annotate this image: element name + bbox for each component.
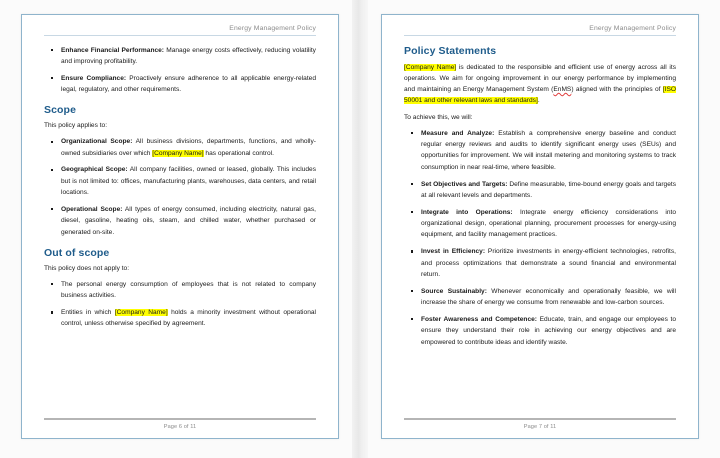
bullet-text: All company facilities, owned or leased, globally. This includes but is not limited to: offices, manufacturing plants, warehouses, data centers, and retail locations. bbox=[61, 166, 316, 197]
highlighted-placeholder: [Company Name] bbox=[114, 309, 168, 317]
bullet-text: Proactively ensure adherence to all applicable energy-related legal, regulatory, and other requirements. bbox=[61, 74, 316, 93]
highlighted-placeholder: [Company Name] bbox=[152, 149, 204, 157]
bullet-text: All business divisions, departments, functions, and wholly-owned subsidiaries over which bbox=[61, 138, 316, 157]
policy-statements-heading: Policy Statements bbox=[404, 44, 497, 57]
list-item bbox=[419, 179, 676, 202]
bullet-text: The personal energy consumption of employees that is not related to company business activities. bbox=[61, 280, 316, 300]
page-number-right: Page 7 of 11 bbox=[523, 424, 557, 430]
page-header-right: Energy Management Policy bbox=[404, 25, 676, 36]
bullet-text: Define measurable, time-bound energy goals and targets at all relevant levels and departments. bbox=[421, 180, 676, 199]
bullet-lead: Foster Awareness and Competence: bbox=[421, 315, 537, 323]
list-item bbox=[59, 279, 316, 302]
scope-heading: Scope bbox=[44, 104, 77, 117]
bullet-lead: Source Sustainably: bbox=[421, 287, 487, 295]
list-item bbox=[59, 204, 316, 238]
spellcheck-word: EnMS bbox=[553, 86, 572, 94]
bullet-text: Whenever economically and operationally feasible, we will increase the share of energy we consume from renewable and low-carbon sources. bbox=[421, 287, 676, 307]
list-item bbox=[419, 128, 676, 173]
list-item bbox=[59, 164, 316, 198]
page-6 bbox=[21, 14, 339, 439]
bullet-text: All types of energy consumed, including electricity, natural gas, diesel, gasoline, heating oils, steam, and chilled water, whether purchased or generated on-site. bbox=[61, 205, 316, 236]
list-item bbox=[59, 45, 316, 68]
scope-bullet-list bbox=[44, 136, 316, 238]
list-item bbox=[59, 307, 316, 330]
highlighted-placeholder: [Company Name] bbox=[404, 63, 457, 71]
paragraph-segment: . bbox=[537, 97, 540, 105]
footer-divider bbox=[44, 418, 316, 420]
bullet-text: Integrate energy efficiency considerations into organizational design, operational planning, procurement processes for energy-using equipment, and facility management practices. bbox=[421, 208, 676, 239]
policy-commitments-list bbox=[404, 128, 676, 348]
list-item bbox=[59, 136, 316, 159]
highlighted-standards: [ISO 50001 and other relevant laws and standards] bbox=[404, 86, 677, 105]
footer-divider bbox=[404, 418, 676, 420]
to-achieve-intro: To achieve this, we will: bbox=[404, 113, 473, 121]
bullet-lead: Enhance Financial Performance: bbox=[61, 46, 165, 54]
paragraph-segment: ) aligned with the principles of bbox=[571, 86, 663, 94]
bullet-text: Entities in which bbox=[61, 309, 115, 317]
right-page-slot bbox=[360, 0, 720, 458]
list-item bbox=[59, 73, 316, 96]
bullet-text: Manage energy costs effectively, reducing volatility and improving profitability. bbox=[61, 46, 316, 65]
out-of-scope-intro: This policy does not apply to: bbox=[44, 264, 130, 272]
bullet-lead: Set Objectives and Targets: bbox=[421, 180, 508, 188]
bullet-text: Educate, train, and engage our employees to ensure they understand their role in achieving our energy objectives and are empowered to contribute ideas and identify waste. bbox=[421, 315, 676, 346]
list-item bbox=[419, 246, 676, 280]
objectives-bullet-list bbox=[44, 45, 316, 96]
bullet-text-tail: holds a minority investment without operational control, unless otherwise specified by agreement. bbox=[61, 309, 316, 328]
bullet-text: Establish a comprehensive energy baseline and conduct regular energy reviews and audits to identify significant energy uses (SEUs) and opportunities for improvement. We will install metering and monitoring systems to track consumption in near real-time, where feasible. bbox=[421, 129, 676, 171]
bullet-text: Prioritize investments in energy-efficient technologies, retrofits, and process optimizations that demonstrate a sound financial and environmental return. bbox=[421, 248, 676, 278]
out-of-scope-bullet-list bbox=[44, 279, 316, 330]
page-number-left: Page 6 of 11 bbox=[163, 424, 197, 430]
list-item bbox=[419, 207, 676, 241]
paragraph-segment: is dedicated to the responsible and efficient use of energy across all its operations. We aim for ongoing improvement in our energy performance by implementing and maintaining an Energy Management System ( bbox=[404, 63, 676, 94]
policy-intro-paragraph bbox=[404, 62, 676, 107]
page-7 bbox=[381, 14, 699, 439]
bullet-lead: Integrate into Operations: bbox=[421, 208, 513, 216]
bullet-lead: Operational Scope: bbox=[61, 205, 123, 213]
page-gutter bbox=[352, 0, 368, 458]
page-header-left: Energy Management Policy bbox=[44, 25, 316, 36]
scope-intro: This policy applies to: bbox=[44, 122, 108, 130]
list-item bbox=[419, 286, 676, 309]
bullet-lead: Invest in Efficiency: bbox=[421, 248, 486, 256]
bullet-lead: Geographical Scope: bbox=[61, 166, 128, 174]
page-footer-right bbox=[404, 418, 676, 430]
bullet-lead: Ensure Compliance: bbox=[61, 74, 127, 82]
bullet-lead: Organizational Scope: bbox=[61, 138, 133, 146]
page-footer-left bbox=[44, 418, 316, 430]
list-item bbox=[419, 314, 676, 348]
bullet-lead: Measure and Analyze: bbox=[421, 129, 495, 137]
bullet-text-tail: has operational control. bbox=[203, 149, 274, 157]
out-of-scope-heading: Out of scope bbox=[44, 246, 110, 259]
